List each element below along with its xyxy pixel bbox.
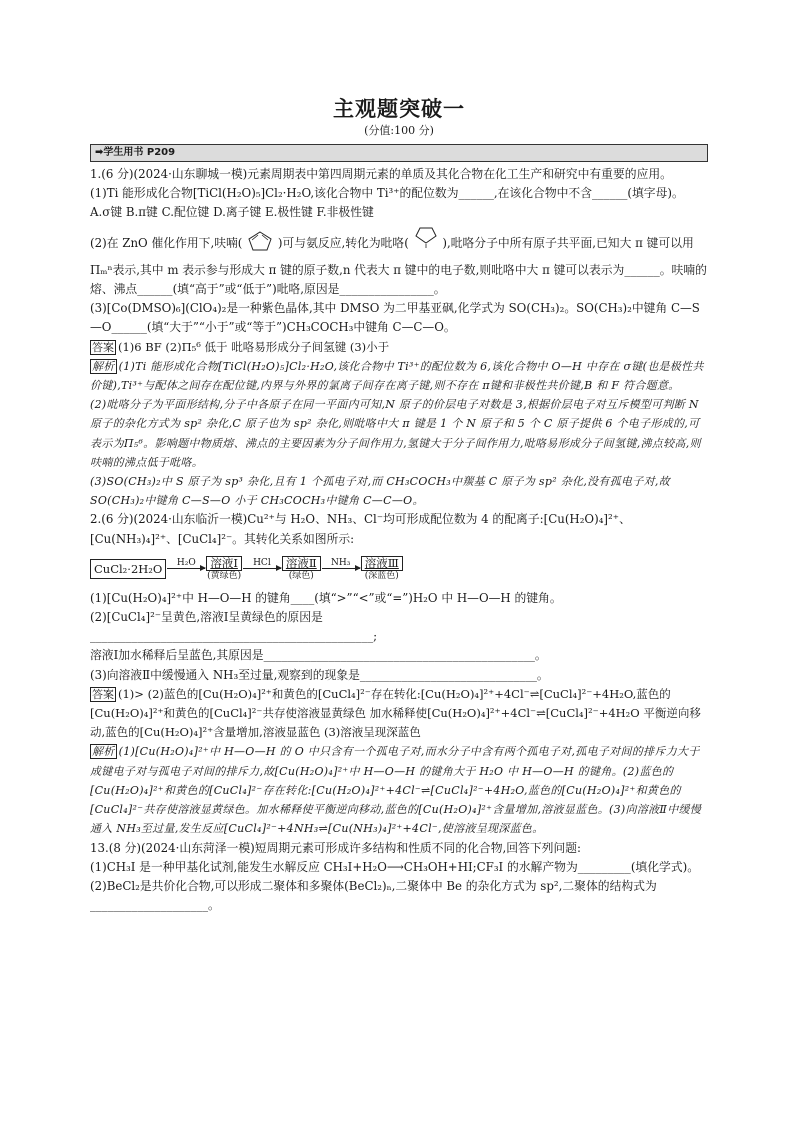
q1-part1: (1)Ti 能形成化合物[TiCl(H₂O)₅]Cl₂·H₂O,该化合物中 Ti³⁺的配位数为______,在该化合物中不含______(填字母)。 (90, 186, 684, 201)
q2-part2-b: 溶液Ⅰ加水稀释后呈蓝色,其原因是______________________________________________。 (90, 648, 547, 663)
q1-options: A.σ键 B.π键 C.配位键 D.离子键 E.极性键 F.非极性键 (90, 205, 374, 220)
q1-part3: (3)[Co(DMSO)₆](ClO₄)₂是一种紫色晶体,其中 DMSO 为二甲基亚砜,化学式为 SO(CH₃)₂。SO(CH₃)₂中键角 C—S—O______(填“大于”“小于”或“等于”)CH₃COCH₃中键角 C—C—O。 (90, 301, 700, 335)
q2-answer-text: (1)> (2)蓝色的[Cu(H₂O)₄]²⁺和黄色的[CuCl₄]²⁻存在转化:[Cu(H₂O)₄]²⁺+4Cl⁻⇌[CuCl₄]²⁻+4H₂O,蓝色的[Cu(H₂O)₄]²⁺和黄色的[CuCl₄]²⁻共存使溶液显黄绿色 加水稀释使[Cu(H₂O)₄]²⁺+4Cl⁻⇌[CuCl₄]²⁻+4H₂O 平衡逆向移动,蓝色的[Cu(H₂O)₄]²⁺含量增加,溶液显蓝色 (3)溶液呈现深蓝色 (90, 686, 701, 740)
q1-part2-c: ),吡咯分子中所有原子共平面,已知大 π 键可以用Πₘⁿ表示,其中 m 表示参与形成大 π 键的原子数,n 代表大 π 键中的电子数,则吡咯中大 π 键可以表示为______。呋喃的熔、沸点______(填“高于”或“低于”)吡咯,原因是________________。 (90, 235, 707, 297)
q2-answer (90, 685, 708, 743)
scheme-start-box: CuCl₂·2H₂O (90, 559, 166, 579)
arrow-2-reagent: HCl (253, 558, 271, 569)
solution-3 (361, 556, 403, 581)
q2-stem: 2.(6 分)(2024·山东临沂一模)Cu²⁺与 H₂O、NH₃、Cl⁻均可形成配位数为 4 的配离子:[Cu(H₂O)₄]²⁺、[Cu(NH₃)₄]²⁺、[CuCl₄]²⁻。其转化关系如图所示: (90, 512, 631, 546)
solution-3-color: (深蓝色) (364, 571, 399, 582)
solution-1-name: 溶液Ⅰ (206, 556, 242, 571)
q2-part3: (3)向溶液Ⅱ中缓慢通入 NH₃至过量,观察到的现象是______________________________。 (90, 667, 549, 682)
q1-expl-2: (2)吡咯分子为平面形结构,分子中各原子在同一平面内可知,N 原子的价层电子对数是 3,根据价层电子对互斥模型可判断 N 原子的杂化方式为 sp² 杂化,C 原子也为 sp² 杂化,则吡咯中大 π 键是 1 个 N 原子和 5 个 C 原子提供 6 个电子形成的,可表示为Π₅⁶。影响题中物质熔、沸点的主要因素为分子间作用力,氢键大于分子间作用力,吡咯易形成分子间氢键,沸点较高,则呋喃的沸点低于吡咯。 (90, 398, 701, 469)
solution-2-name: 溶液Ⅱ (282, 556, 321, 571)
score-note: (分值:100 分) (364, 124, 434, 137)
q13-part2: (2)BeCl₂是共价化合物,可以形成二聚体和多聚体(BeCl₂)ₙ,二聚体中 Be 的杂化方式为 sp²,二聚体的结构式为____________________。 (90, 878, 657, 913)
q2-part2: (2)[CuCl₄]²⁻呈黄色,溶液Ⅰ呈黄绿色的原因是 (90, 610, 323, 625)
scheme-arrow-3 (321, 558, 361, 579)
q1-expl-1: (1)Ti 能形成化合物[TiCl(H₂O)₅]Cl₂·H₂O,该化合物中 Ti³⁺的配位数为 6,该化合物中 O—H 中存在 σ键(也是极性共价键),Ti³⁺与配体之间存在配位键,内界与外界的氯离子间存在离子键,则不存在 π键和非极性共价键,B 和 F 符合题意。 (90, 359, 704, 393)
q13-part1: (1)CH₃I 是一种甲基化试剂,能发生水解反应 CH₃I+H₂O⟶CH₃OH+HI;CF₃I 的水解产物为_________(填化学式)。 (90, 859, 700, 874)
page-content (90, 96, 708, 915)
arrow-3-reagent: NH₃ (331, 558, 351, 569)
page-title: 主观题突破一 (333, 97, 465, 121)
q1-part2-a: (2)在 ZnO 催化作用下,呋喃( (90, 235, 243, 250)
solution-1-color: (黄绿色) (207, 571, 242, 582)
pyrrole-structure-icon (413, 227, 439, 261)
q2-conversion-scheme (90, 551, 708, 587)
solution-2-color: (绿色) (288, 571, 314, 582)
arrow-1-reagent: H₂O (176, 558, 196, 569)
q1-explanation (90, 357, 708, 395)
q1-stem: 1.(6 分)(2024·山东聊城一模)元素周期表中第四周期元素的单质及其化合物在化工生产和研究中有重要的应用。 (90, 167, 672, 181)
solution-2 (282, 556, 321, 581)
solution-3-name: 溶液Ⅲ (361, 556, 403, 571)
answer-tag: 答案 (92, 340, 114, 354)
q13-stem: 13.(8 分)(2024·山东菏泽一模)短周期元素可形成许多结构和性质不同的化合物,回答下列问题: (90, 840, 582, 855)
q1-answer-text: (1)6 BF (2)Π₅⁶ 低于 吡咯易形成分子间氢键 (3)小于 (118, 339, 390, 354)
textbook-reference-bar: ➡学生用书 P209 (90, 144, 708, 162)
q1-part2 (90, 227, 708, 300)
scheme-arrow-1 (166, 558, 206, 579)
scheme-arrow-2 (242, 558, 282, 579)
q2-expl-text: (1)[Cu(H₂O)₄]²⁺中 H—O—H 的 O 中只含有一个孤电子对,而水分子中含有两个孤电子对,孤电子对间的排斥力大于成键电子对与孤电子对间的排斥力,故[Cu(H₂O)₄]²⁺中 H—O—H 的键角大于 H₂O 中 H—O—H 的键角。(2)蓝色的[Cu(H₂O)₄]²⁺和黄色的[CuCl₄]²⁻存在转化:[Cu(H₂O)₄]²⁺+4Cl⁻⇌[CuCl₄]²⁻+4H₂O,蓝色的[Cu(H₂O)₄]²⁺和黄色的[CuCl₄]²⁻共存使溶液显黄绿色。加水稀释使平衡逆向移动,蓝色的[Cu(H₂O)₄]²⁺含量增加,溶液显蓝色。(3)向溶液Ⅱ中缓慢通入 NH₃至过量,发生反应[CuCl₄]²⁻+4NH₃⇌[Cu(NH₃)₄]²⁺+4Cl⁻,使溶液呈现深蓝色。 (90, 745, 702, 836)
q2-explanation (90, 742, 708, 838)
q2-part2-blank: ________________________________________________; (90, 629, 378, 644)
solution-1 (206, 556, 242, 581)
explanation-tag: 解析 (92, 745, 115, 759)
explanation-tag: 解析 (92, 359, 115, 373)
furan-structure-icon (246, 230, 274, 258)
q2-part1: (1)[Cu(H₂O)₄]²⁺中 H—O—H 的键角____(填“>”“<”或“=”)H₂O 中 H—O—H 的键角。 (90, 590, 562, 605)
answer-tag: 答案 (92, 687, 114, 701)
q1-expl-3: (3)SO(CH₃)₂中 S 原子为 sp³ 杂化,且有 1 个孤电子对,而 CH₃COCH₃中羰基 C 原子为 sp² 杂化,没有孤电子对,故 SO(CH₃)₂中键角 C—S—O 小于 CH₃COCH₃中键角 C—C—O。 (90, 475, 671, 508)
q1-answer (90, 338, 708, 357)
q1-part2-b: )可与氨反应,转化为吡咯( (277, 235, 409, 250)
